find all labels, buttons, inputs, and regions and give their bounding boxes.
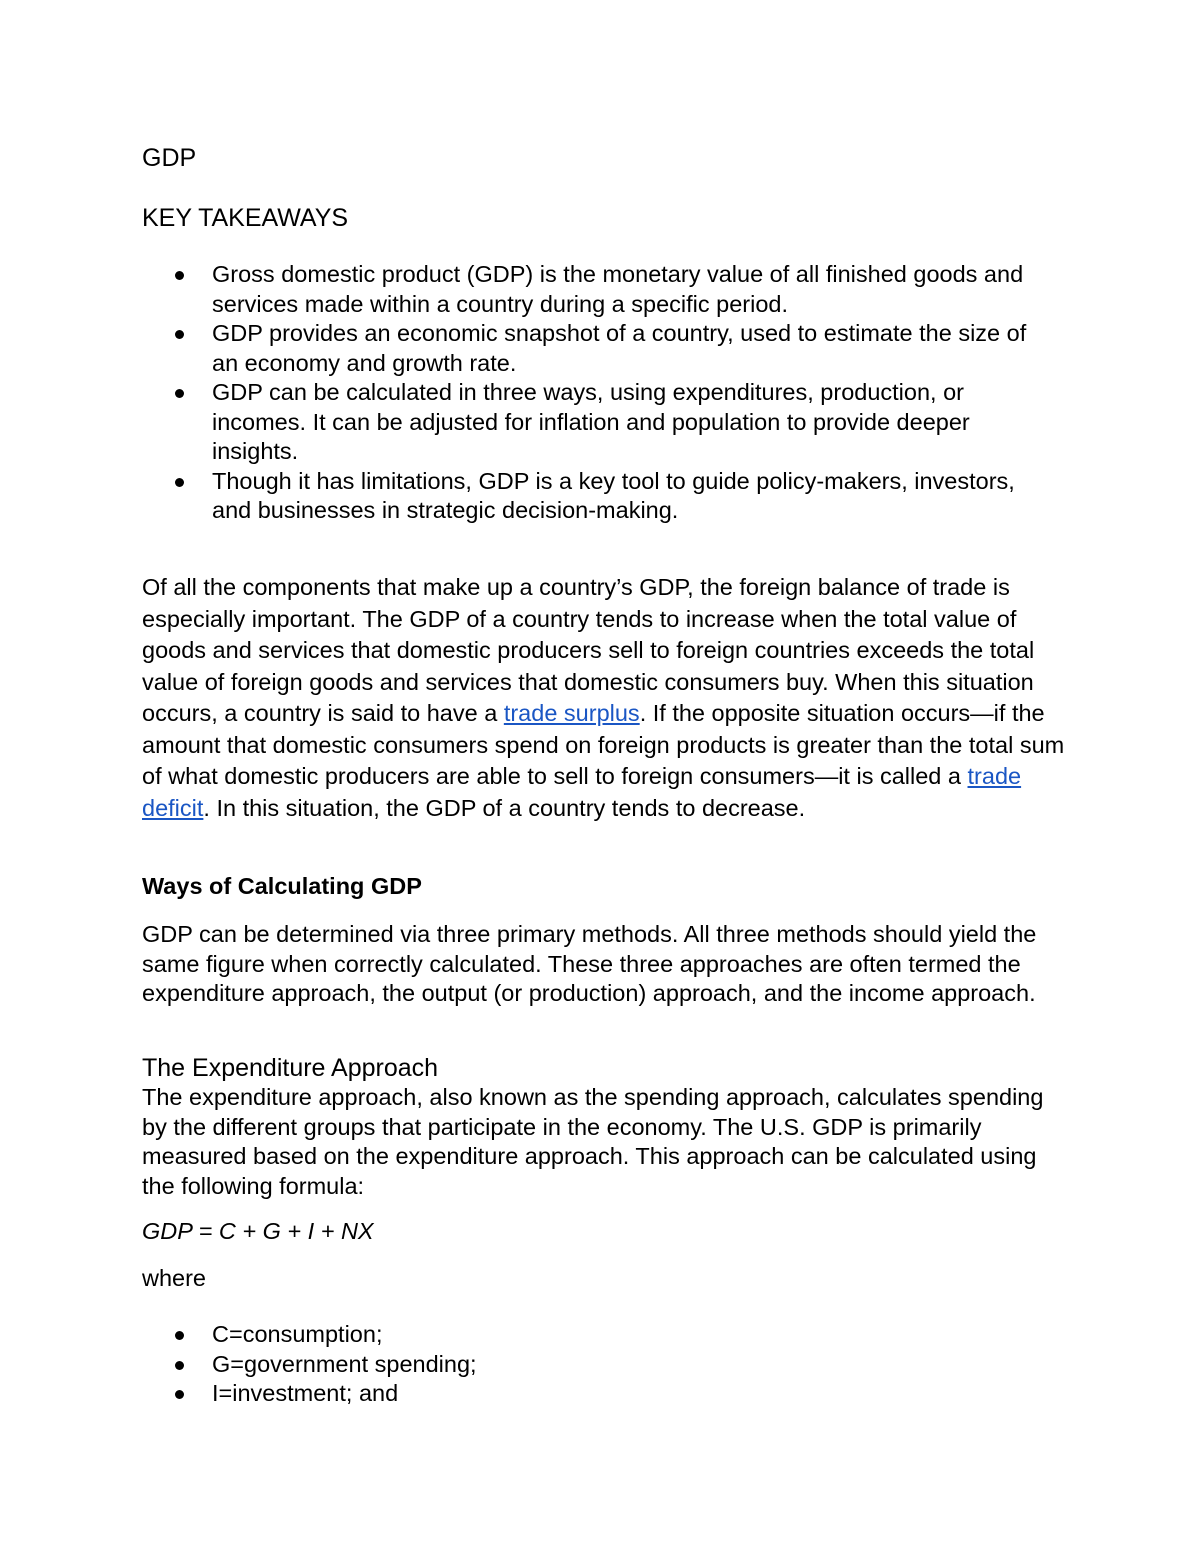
bullet-icon: [175, 389, 184, 398]
paragraph-text: Of all the components that make up a country’s GDP, the foreign balance of trade is especially important. The GDP of a country tends to increase when the total value of goods and services that domestic producers sell to foreign countries exceeds the total value of foreign goods and services that domestic consumers buy. When this situation occurs, a country is said to have a: [142, 574, 1035, 726]
list-item: [142, 1379, 1052, 1409]
expenditure-approach-heading: The Expenditure Approach: [142, 1054, 439, 1082]
trade-deficit-link[interactable]: trade deficit: [142, 763, 1022, 821]
list-item: [142, 1350, 1052, 1380]
section-heading: Ways of Calculating GDP: [142, 873, 422, 899]
key-takeaways-list: [142, 260, 1052, 526]
takeaway-text: GDP can be calculated in three ways, using expenditures, production, or incomes. It can be adjusted for inflation and population to provide deeper insights.: [212, 379, 970, 464]
paragraph-text: . If the opposite situation occurs—if the amount that domestic consumers spend on foreign products is greater than the total sum of what domestic producers are able to sell to foreign consumers—it is called a: [142, 700, 1065, 789]
bullet-icon: [175, 1390, 184, 1399]
list-item: [142, 319, 1052, 378]
formula-components-list: [142, 1320, 1052, 1409]
bullet-icon: [175, 271, 184, 280]
bullet-icon: [175, 1361, 184, 1370]
list-item: [142, 378, 1052, 467]
where-label: where: [142, 1265, 207, 1291]
methods-paragraph: GDP can be determined via three primary methods. All three methods should yield the same figure when correctly calculated. These three approaches are often termed the expenditure approach, the output (or production) approach, and the income approach.: [142, 921, 1037, 1006]
component-text: C=consumption;: [212, 1321, 383, 1347]
gdp-formula: GDP = C + G + I + NX: [142, 1218, 374, 1244]
trade-balance-paragraph: [142, 572, 1067, 824]
list-item: [142, 260, 1052, 319]
list-item: [142, 467, 1052, 526]
list-item: [142, 1320, 1052, 1350]
expenditure-approach-paragraph: The expenditure approach, also known as the spending approach, calculates spending by the different groups that participate in the economy. The U.S. GDP is primarily measured based on the expenditure approach. This approach can be calculated using the following formula:: [142, 1084, 1044, 1199]
takeaway-text: Gross domestic product (GDP) is the monetary value of all finished goods and services made within a country during a specific period.: [212, 261, 1024, 317]
document-title: GDP: [142, 144, 197, 172]
key-takeaways-heading: KEY TAKEAWAYS: [142, 204, 349, 232]
trade-surplus-link[interactable]: trade surplus: [503, 700, 640, 726]
bullet-icon: [175, 330, 184, 339]
bullet-icon: [175, 478, 184, 487]
component-text: G=government spending;: [212, 1350, 477, 1377]
bullet-icon: [175, 1331, 184, 1340]
component-text: I=investment; and: [212, 1380, 399, 1406]
takeaway-text: Though it has limitations, GDP is a key tool to guide policy-makers, investors, and businesses in strategic decision-making.: [212, 467, 1015, 523]
takeaway-text: GDP provides an economic snapshot of a country, used to estimate the size of an economy and growth rate.: [212, 320, 1027, 376]
paragraph-text: . In this situation, the GDP of a country tends to decrease.: [203, 794, 806, 821]
